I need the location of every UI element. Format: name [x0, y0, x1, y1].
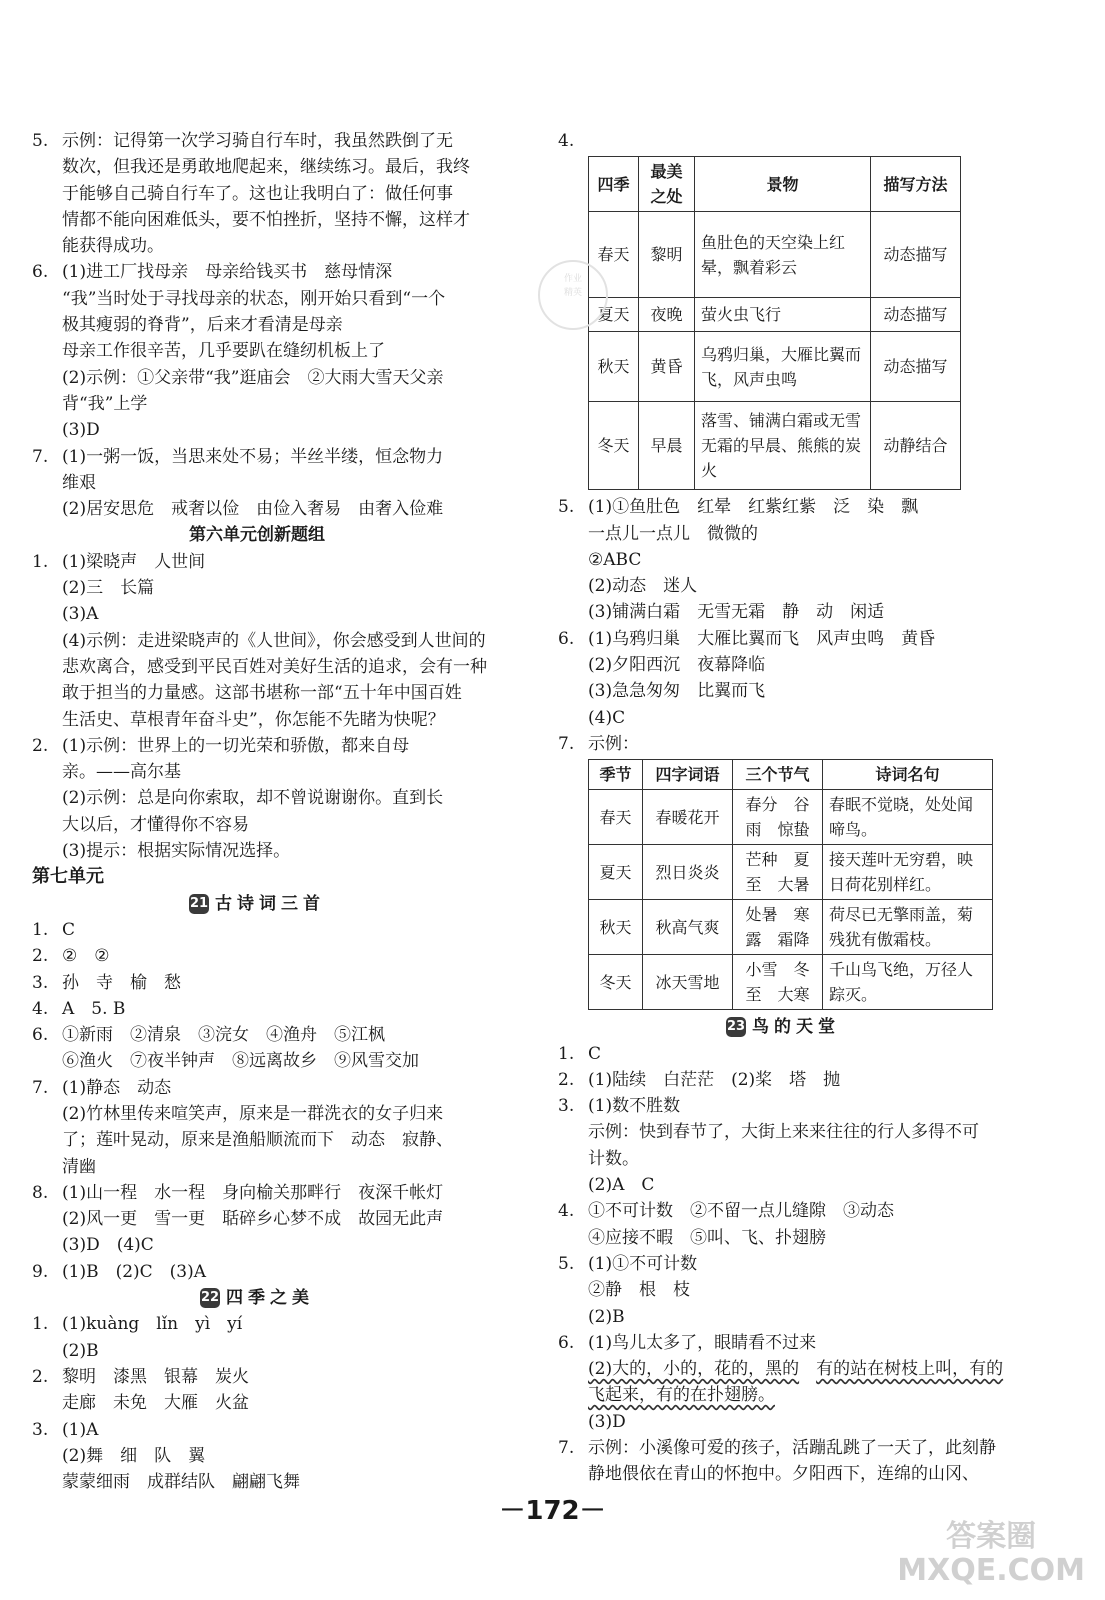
wavy-underlined-text: (2)大的，小的，花的，黑的 — [588, 1359, 800, 1380]
table-cell: 夜晚 — [639, 298, 695, 332]
table-cell: 春暖花开 — [643, 790, 733, 845]
question-number: 2. — [32, 1366, 49, 1387]
question-number: 2. — [558, 1069, 575, 1090]
table-cell: 动态描写 — [871, 298, 961, 332]
answer-line: 5. (1)①不可计数 — [558, 1251, 1008, 1277]
unit6-q2 — [32, 733, 482, 864]
answer-line: (2)风一更 雪一更 聒碎乡心梦不成 故园无此声 — [62, 1209, 444, 1230]
answer-line: ⑥渔火 ⑦夜半钟声 ⑧远离故乡 ⑨风雪交加 — [62, 1051, 419, 1072]
lesson-title: 四季之美 — [226, 1288, 314, 1309]
four-seasons-table — [588, 156, 961, 490]
unit7-heading: 第七单元 — [32, 866, 104, 888]
table-cell: 接天莲叶无穷碧，映日荷花别样红。 — [823, 845, 993, 900]
answer-line: 1. C — [558, 1041, 1008, 1067]
answer-line: 2. 黎明 漆黑 银幕 炭火 — [32, 1364, 482, 1390]
answer-line: 7. 示例： — [558, 731, 1008, 757]
lesson-22-answers — [32, 1311, 482, 1495]
answer-line: 6. (1)进工厂找母亲 母亲给钱买书 慈母情深 — [32, 259, 482, 285]
question-number: 9. — [32, 1261, 49, 1282]
left-column — [32, 128, 487, 1495]
answer-line: ②ABC — [588, 549, 642, 570]
question-number: 7. — [32, 1077, 49, 1098]
answer-line: 计数。 — [588, 1148, 639, 1169]
table-cell: 夏天 — [589, 298, 639, 332]
answer-line: 蒙蒙细雨 成群结队 翩翩飞舞 — [62, 1472, 300, 1493]
answer-line: (3)D — [588, 1411, 626, 1432]
answer-line: 1. C — [32, 917, 482, 943]
answer-line: 3. 孙 寺 榆 愁 — [32, 970, 482, 996]
answer-q7 — [32, 444, 482, 523]
answer-line: 亲。——高尔基 — [62, 762, 181, 783]
question-number: 7. — [558, 733, 575, 754]
seasons-words-table — [588, 759, 993, 1010]
answer-line — [558, 1356, 1008, 1382]
table-cell: 处暑 寒露 霜降 — [733, 900, 823, 955]
lesson-number-badge: 23 — [726, 1017, 746, 1037]
answer-line: (2)示例：①父亲带“我”逛庙会 ②大雨大雪天父亲 — [62, 367, 444, 388]
answer-line: ④应接不暇 ⑤叫、飞、扑翅膀 — [588, 1227, 826, 1248]
lesson-number-badge: 22 — [200, 1288, 220, 1308]
lesson-number-badge: 21 — [189, 894, 209, 914]
table-cell: 动静结合 — [871, 402, 961, 490]
answer-line: (2)居安思危 戒奢以俭 由俭入奢易 由奢入俭难 — [62, 499, 444, 520]
question-number: 3. — [558, 1096, 575, 1117]
answer-line: 一点儿一点儿 微微的 — [588, 523, 758, 544]
unit6-heading: 第六单元创新题组 — [189, 525, 325, 546]
answer-line: (4)示例：走进梁晓声的《人世间》，你会感受到人世间的 — [62, 630, 486, 651]
answer-line: (2)B — [588, 1306, 625, 1327]
table-header-row — [589, 760, 993, 790]
answer-line: 清幽 — [62, 1156, 96, 1177]
question-number: 6. — [558, 1332, 575, 1353]
question-number: 8. — [32, 1182, 49, 1203]
answer-line: (2)A C — [588, 1175, 655, 1196]
answer-line: 4. ①不可计数 ②不留一点儿缝隙 ③动态 — [558, 1198, 1008, 1224]
answer-line: (3)急急匆匆 比翼而飞 — [588, 681, 766, 702]
table-cell: 春天 — [589, 790, 643, 845]
answer-line: 1. (1)梁晓声 人世间 — [32, 549, 482, 575]
table-row — [589, 790, 993, 845]
answer-line: 母亲工作很辛苦，几乎要趴在缝纫机板上了 — [62, 341, 385, 362]
answer-line: “我”当时处于寻找母亲的状态，刚开始只看到“一个 — [62, 288, 446, 309]
answer-line: (4)C — [588, 707, 626, 728]
answer-line: 6. (1)鸟儿太多了，眼睛看不过来 — [558, 1330, 1008, 1356]
table-cell: 鱼肚色的天空染上红晕，飘着彩云 — [695, 212, 871, 298]
lesson-22-heading — [32, 1285, 482, 1311]
answer-line: (2)B — [62, 1340, 99, 1361]
answer-line: 了；莲叶晃动，原来是渔船顺流而下 动态 寂静、 — [62, 1130, 453, 1151]
table-cell: 早晨 — [639, 402, 695, 490]
answer-line: 7. (1)一粥一饭，当思来处不易；半丝半缕，恒念物力 — [32, 444, 482, 470]
answer-line: (3)A — [62, 604, 99, 625]
table-cell: 千山鸟飞绝，万径人踪灭。 — [823, 955, 993, 1010]
table-row — [589, 845, 993, 900]
question-number: 7. — [558, 1438, 575, 1459]
answer-line: 7. (1)静态 动态 — [32, 1075, 482, 1101]
question-number: 1. — [32, 1314, 49, 1335]
table-row — [589, 900, 993, 955]
answer-line: 6. ①新雨 ②清泉 ③浣女 ④渔舟 ⑤江枫 — [32, 1022, 482, 1048]
answer-line: 于能够自己骑自行车了。这也让我明白了：做任何事 — [62, 183, 453, 204]
answer-line: (2)动态 迷人 — [588, 576, 698, 597]
answers-q5-q7 — [558, 494, 1008, 757]
answer-line — [558, 1382, 1008, 1408]
table-header-cell: 最美之处 — [639, 157, 695, 212]
question-number: 1. — [32, 919, 49, 940]
table-cell: 芒种 夏至 大暑 — [733, 845, 823, 900]
question-number: 5. — [32, 131, 49, 151]
lesson-21-heading — [32, 891, 482, 917]
table-row — [589, 402, 961, 490]
answer-line: 3. (1)A — [32, 1417, 482, 1443]
answer-line: 能获得成功。 — [62, 236, 164, 257]
right-column — [558, 128, 1008, 1488]
answer-line: 维艰 — [62, 472, 96, 493]
question-number: 4. — [558, 1201, 575, 1222]
lesson-21-answers — [32, 917, 482, 1285]
table-cell: 秋天 — [589, 332, 639, 402]
table-cell: 春分 谷雨 惊蛰 — [733, 790, 823, 845]
wavy-underlined-text: 飞起来，有的在扑翅膀。 — [588, 1385, 775, 1406]
question-number: 1. — [32, 551, 49, 572]
lesson-title: 古诗词三首 — [215, 893, 325, 914]
table-header-cell: 四字词语 — [643, 760, 733, 790]
answer-line: 5. (1)①鱼肚色 红晕 红紫红紫 泛 染 飘 — [558, 494, 1008, 520]
table-cell: 动态描写 — [871, 332, 961, 402]
answer-line: (2)示例：总是向你索取，却不曾说谢谢你。直到长 — [62, 788, 444, 809]
lesson-23-heading — [558, 1014, 1008, 1040]
answer-line: 背“我”上学 — [62, 393, 148, 414]
answer-q5 — [32, 128, 482, 259]
answer-line: ②静 根 枝 — [588, 1280, 690, 1301]
answer-line: 8. (1)山一程 水一程 身向榆关那畔行 夜深千帐灯 — [32, 1180, 482, 1206]
lesson-title: 鸟的天堂 — [752, 1017, 840, 1038]
answer-line: 走廊 未免 大雁 火盆 — [62, 1393, 249, 1414]
table-row — [589, 955, 993, 1010]
table-cell: 黎明 — [639, 212, 695, 298]
answer-line: (3)提示：根据实际情况选择。 — [62, 841, 291, 862]
question-number: 5. — [558, 497, 575, 518]
answer-line: (3)D (4)C — [62, 1235, 154, 1256]
question-number: 2. — [32, 735, 49, 756]
table-cell: 乌鸦归巢，大雁比翼而飞，风声虫鸣 — [695, 332, 871, 402]
answer-line: 2. ② ② — [32, 943, 482, 969]
answer-q6 — [32, 259, 482, 443]
table-header-row — [589, 157, 961, 212]
page-number: －172－ — [499, 1496, 606, 1526]
answer-line: 数次，但我还是勇敢地爬起来，继续练习。最后，我终 — [62, 157, 470, 178]
question-number: 6. — [558, 628, 575, 649]
table-row — [589, 212, 961, 298]
question-number: 7. — [32, 446, 49, 467]
answer-line: (2)竹林里传来喧笑声，原来是一群洗衣的女子归来 — [62, 1103, 444, 1124]
answer-line: (2)三 长篇 — [62, 578, 155, 599]
table-cell: 荷尽已无擎雨盖，菊残犹有傲霜枝。 — [823, 900, 993, 955]
table-cell: 春天 — [589, 212, 639, 298]
q4-label: 4. — [558, 131, 575, 151]
unit6-q1 — [32, 549, 487, 733]
question-number: 2. — [32, 946, 49, 967]
table-cell: 秋高气爽 — [643, 900, 733, 955]
table-cell: 烈日炎炎 — [643, 845, 733, 900]
table-cell: 春眠不觉晓，处处闻啼鸟。 — [823, 790, 993, 845]
answer-line: 生活史、草根青年奋斗史”，你怎能不先睹为快呢？ — [62, 709, 445, 730]
question-number: 5. — [558, 1253, 575, 1274]
wavy-underlined-text: 有的站在树枝上叫，有的 — [816, 1359, 1004, 1380]
table-row — [589, 332, 961, 402]
question-number: 6. — [32, 262, 49, 283]
question-number: 3. — [32, 1419, 49, 1440]
table-cell: 秋天 — [589, 900, 643, 955]
table-cell: 冰天雪地 — [643, 955, 733, 1010]
answer-line: (3)铺满白霜 无雪无霜 静 动 闲适 — [588, 602, 885, 623]
answer-line: (2)舞 细 队 翼 — [62, 1445, 206, 1466]
answer-line: 5. 示例：记得第一次学习骑自行车时，我虽然跌倒了无 — [32, 128, 482, 154]
question-number: 4. — [32, 998, 49, 1019]
answer-line: 悲欢离合，感受到平民百姓对美好生活的追求，会有一种 — [62, 656, 487, 677]
table-header-cell: 诗词名句 — [823, 760, 993, 790]
table-cell: 黄昏 — [639, 332, 695, 402]
answer-line: 1. (1)kuàng lǐn yì yí — [32, 1311, 482, 1337]
question-number: 6. — [32, 1025, 49, 1046]
answer-line: 极其瘦弱的脊背”，后来才看清是母亲 — [62, 315, 343, 336]
table-header-cell: 季节 — [589, 760, 643, 790]
question-number: 1. — [558, 1043, 575, 1064]
table-cell: 冬天 — [589, 955, 643, 1010]
table-row — [589, 298, 961, 332]
lesson-23-answers — [558, 1041, 1008, 1357]
answer-line: 示例：快到春节了，大街上来来往往的行人多得不可 — [588, 1122, 979, 1143]
answer-line: 9. (1)B (2)C (3)A — [32, 1259, 482, 1285]
answer-line: 大以后，才懂得你不容易 — [62, 814, 249, 835]
table-header-cell: 描写方法 — [871, 157, 961, 212]
table-header-cell: 四季 — [589, 157, 639, 212]
answer-line: (2)夕阳西沉 夜幕降临 — [588, 655, 766, 676]
table-cell: 动态描写 — [871, 212, 961, 298]
watermark-logo: 答案圈 MXQE.COM — [897, 1519, 1085, 1588]
answer-line: 6. (1)乌鸦归巢 大雁比翼而飞 风声虫鸣 黄昏 — [558, 626, 1008, 652]
table-header-cell: 景物 — [695, 157, 871, 212]
table-cell: 夏天 — [589, 845, 643, 900]
answer-line: 2. (1)陆续 白茫茫 (2)桨 塔 抛 — [558, 1067, 1008, 1093]
answer-line: 静地偎依在青山的怀抱中。夕阳西下，连绵的山冈、 — [588, 1464, 979, 1485]
answer-line: (3)D — [62, 420, 100, 441]
answer-line: 7. 示例：小溪像可爱的孩子，活蹦乱跳了一天了，此刻静 — [558, 1435, 1008, 1461]
table-header-cell: 三个节气 — [733, 760, 823, 790]
table-cell: 冬天 — [589, 402, 639, 490]
answer-line: 敢于担当的力量感。这部书堪称一部“五十年中国百姓 — [62, 683, 462, 704]
table-cell: 小雪 冬至 大寒 — [733, 955, 823, 1010]
question-number: 3. — [32, 972, 49, 993]
answer-line: 4. A 5. B — [32, 996, 482, 1022]
table-cell: 落雪、铺满白霜或无雪无霜的早晨、熊熊的炭火 — [695, 402, 871, 490]
answer-line: 2. (1)示例：世界上的一切光荣和骄傲，都来自母 — [32, 733, 482, 759]
lesson-23-answers-cont — [558, 1409, 1008, 1488]
stamp-logo: 作业 精英 — [538, 260, 608, 330]
answer-line: 3. (1)数不胜数 — [558, 1093, 1008, 1119]
answer-line: 情都不能向困难低头，要不怕挫折，坚持不懈，这样才 — [62, 209, 470, 230]
table-cell: 萤火虫飞行 — [695, 298, 871, 332]
